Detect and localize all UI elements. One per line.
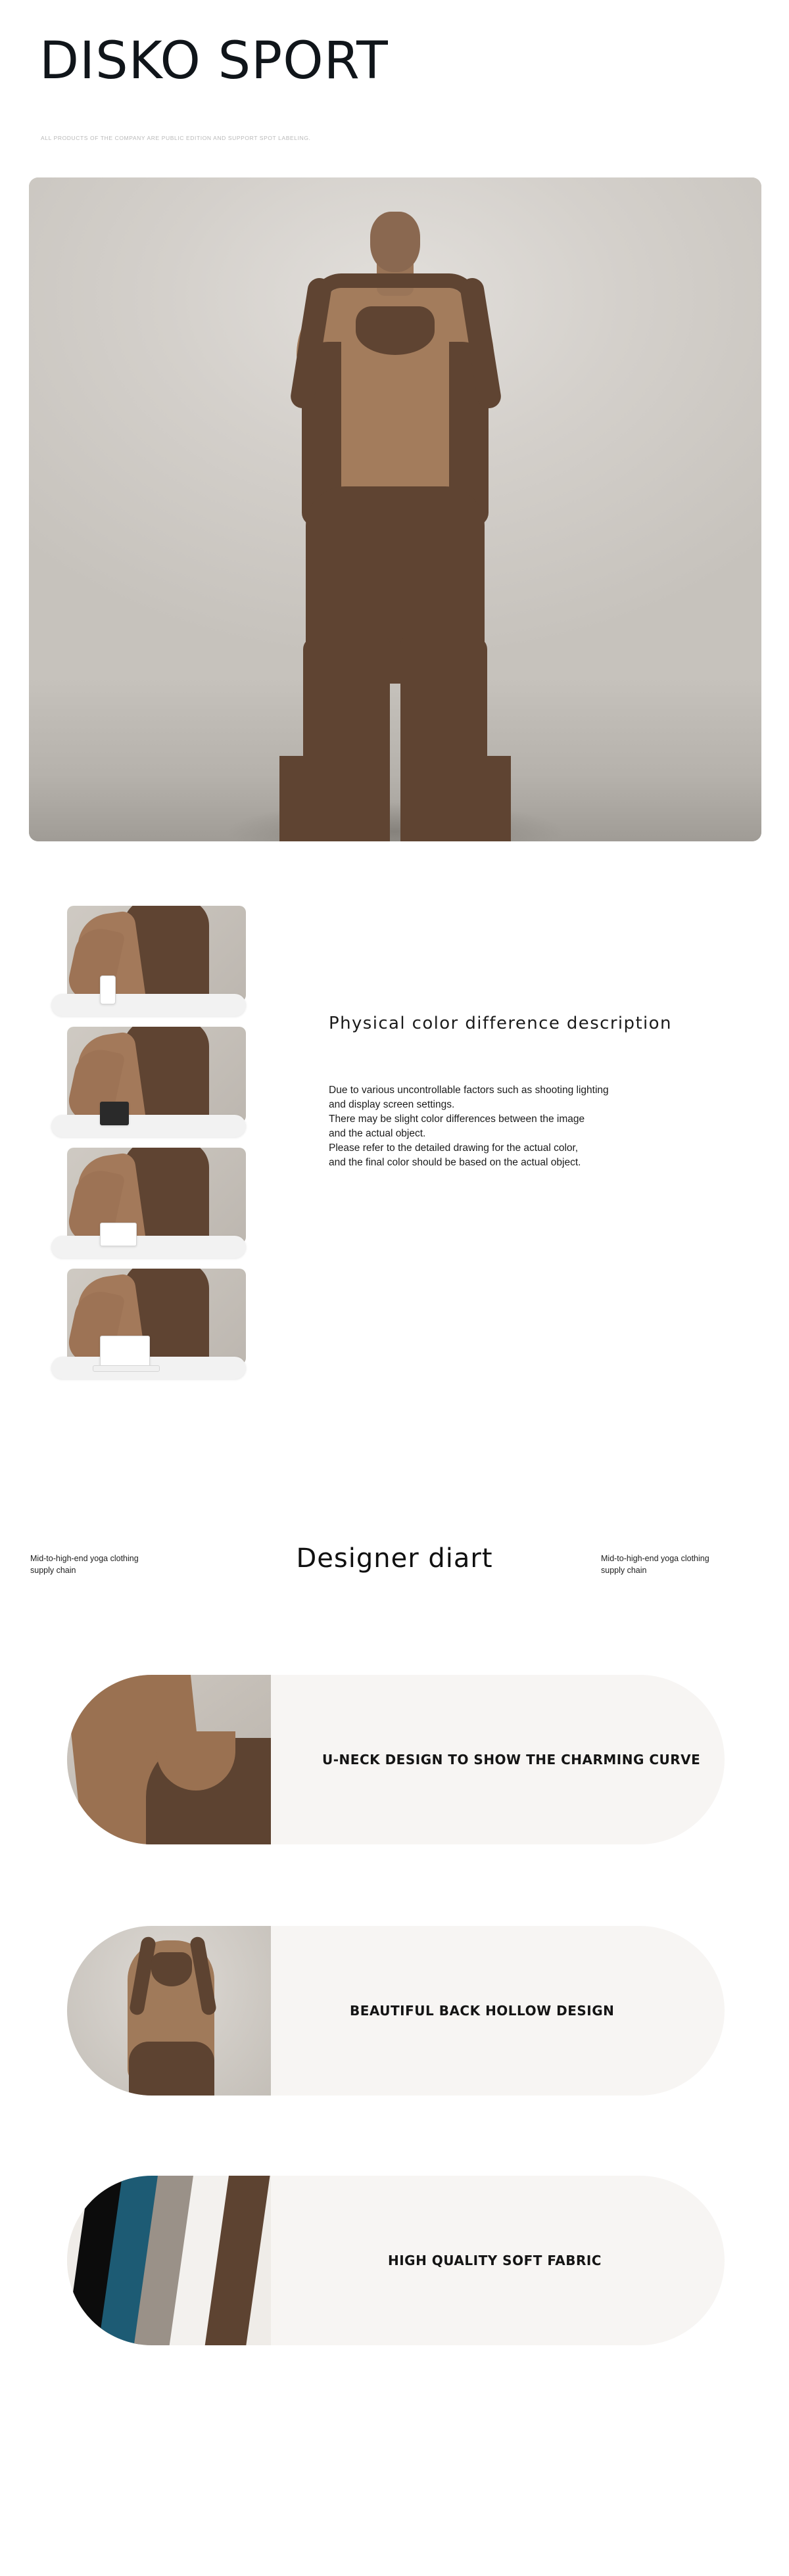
feature-label: HIGH QUALITY SOFT FABRIC [388, 2253, 602, 2268]
cdd-line-6: and the final color should be based on the actual object. [329, 1157, 581, 1168]
back-hollow-cutout [151, 1952, 192, 1986]
designer-note-left-line2: supply chain [30, 1566, 76, 1576]
suit-back-strap-top [311, 273, 479, 304]
list-item [51, 1148, 246, 1258]
feature-card-u-neck [67, 1675, 725, 1844]
cdd-line-2: and display screen settings. [329, 1099, 455, 1110]
preview-thumb-2 [67, 1027, 246, 1123]
pant-leg-left [303, 638, 390, 841]
feature-image-back-hollow [67, 1926, 271, 2096]
phone-icon [100, 975, 116, 1004]
designer-section-title: Designer diart [296, 1543, 493, 1574]
cdd-line-4: and the actual object. [329, 1128, 426, 1139]
tablet-light-icon [100, 1223, 137, 1246]
device-plate [51, 1115, 246, 1137]
preview-thumb-1 [67, 906, 246, 1002]
list-item [51, 1269, 246, 1379]
device-plate [51, 1236, 246, 1258]
device-plate [51, 994, 246, 1016]
cdd-line-1: Due to various uncontrollable factors such as shooting lighting [329, 1085, 609, 1096]
feature-image-fabric [67, 2176, 271, 2345]
tablet-dark-icon [100, 1102, 129, 1125]
color-difference-title: Physical color difference description [329, 1014, 672, 1033]
pant-leg-right [400, 638, 487, 841]
list-item [51, 906, 246, 1016]
feature-label: U-NECK DESIGN TO SHOW THE CHARMING CURVE [322, 1752, 701, 1768]
laptop-icon [100, 1336, 150, 1367]
feature-label: BEAUTIFUL BACK HOLLOW DESIGN [350, 2003, 615, 2019]
designer-note-right-line2: supply chain [601, 1566, 647, 1576]
designer-note-right [601, 1553, 759, 1576]
feature-card-back-hollow [67, 1926, 725, 2096]
designer-note-left-line1: Mid-to-high-end yoga clothing [30, 1554, 139, 1563]
preview-thumb-4 [67, 1269, 246, 1365]
preview-thumb-3 [67, 1148, 246, 1244]
suit-keyhole-back [356, 306, 435, 355]
brand-tagline: ALL PRODUCTS OF THE COMPANY ARE PUBLIC EDITION AND SUPPORT SPOT LABELING. [41, 135, 311, 141]
cdd-line-5: Please refer to the detailed drawing for the actual color, [329, 1142, 579, 1154]
cdd-line-3: There may be slight color differences between the image [329, 1113, 585, 1125]
feature-card-fabric [67, 2176, 725, 2345]
feature-image-u-neck [67, 1675, 271, 1844]
list-item [51, 1027, 246, 1137]
floor-shadow [224, 802, 566, 841]
hero-image [29, 177, 761, 841]
color-difference-body [329, 1083, 697, 1170]
back-hip-garment [129, 2042, 214, 2096]
designer-note-right-line1: Mid-to-high-end yoga clothing [601, 1554, 709, 1563]
designer-note-left [30, 1553, 188, 1576]
device-preview-list [51, 906, 262, 1390]
brand-title: DISKO SPORT [39, 32, 389, 91]
model-head [370, 212, 420, 272]
